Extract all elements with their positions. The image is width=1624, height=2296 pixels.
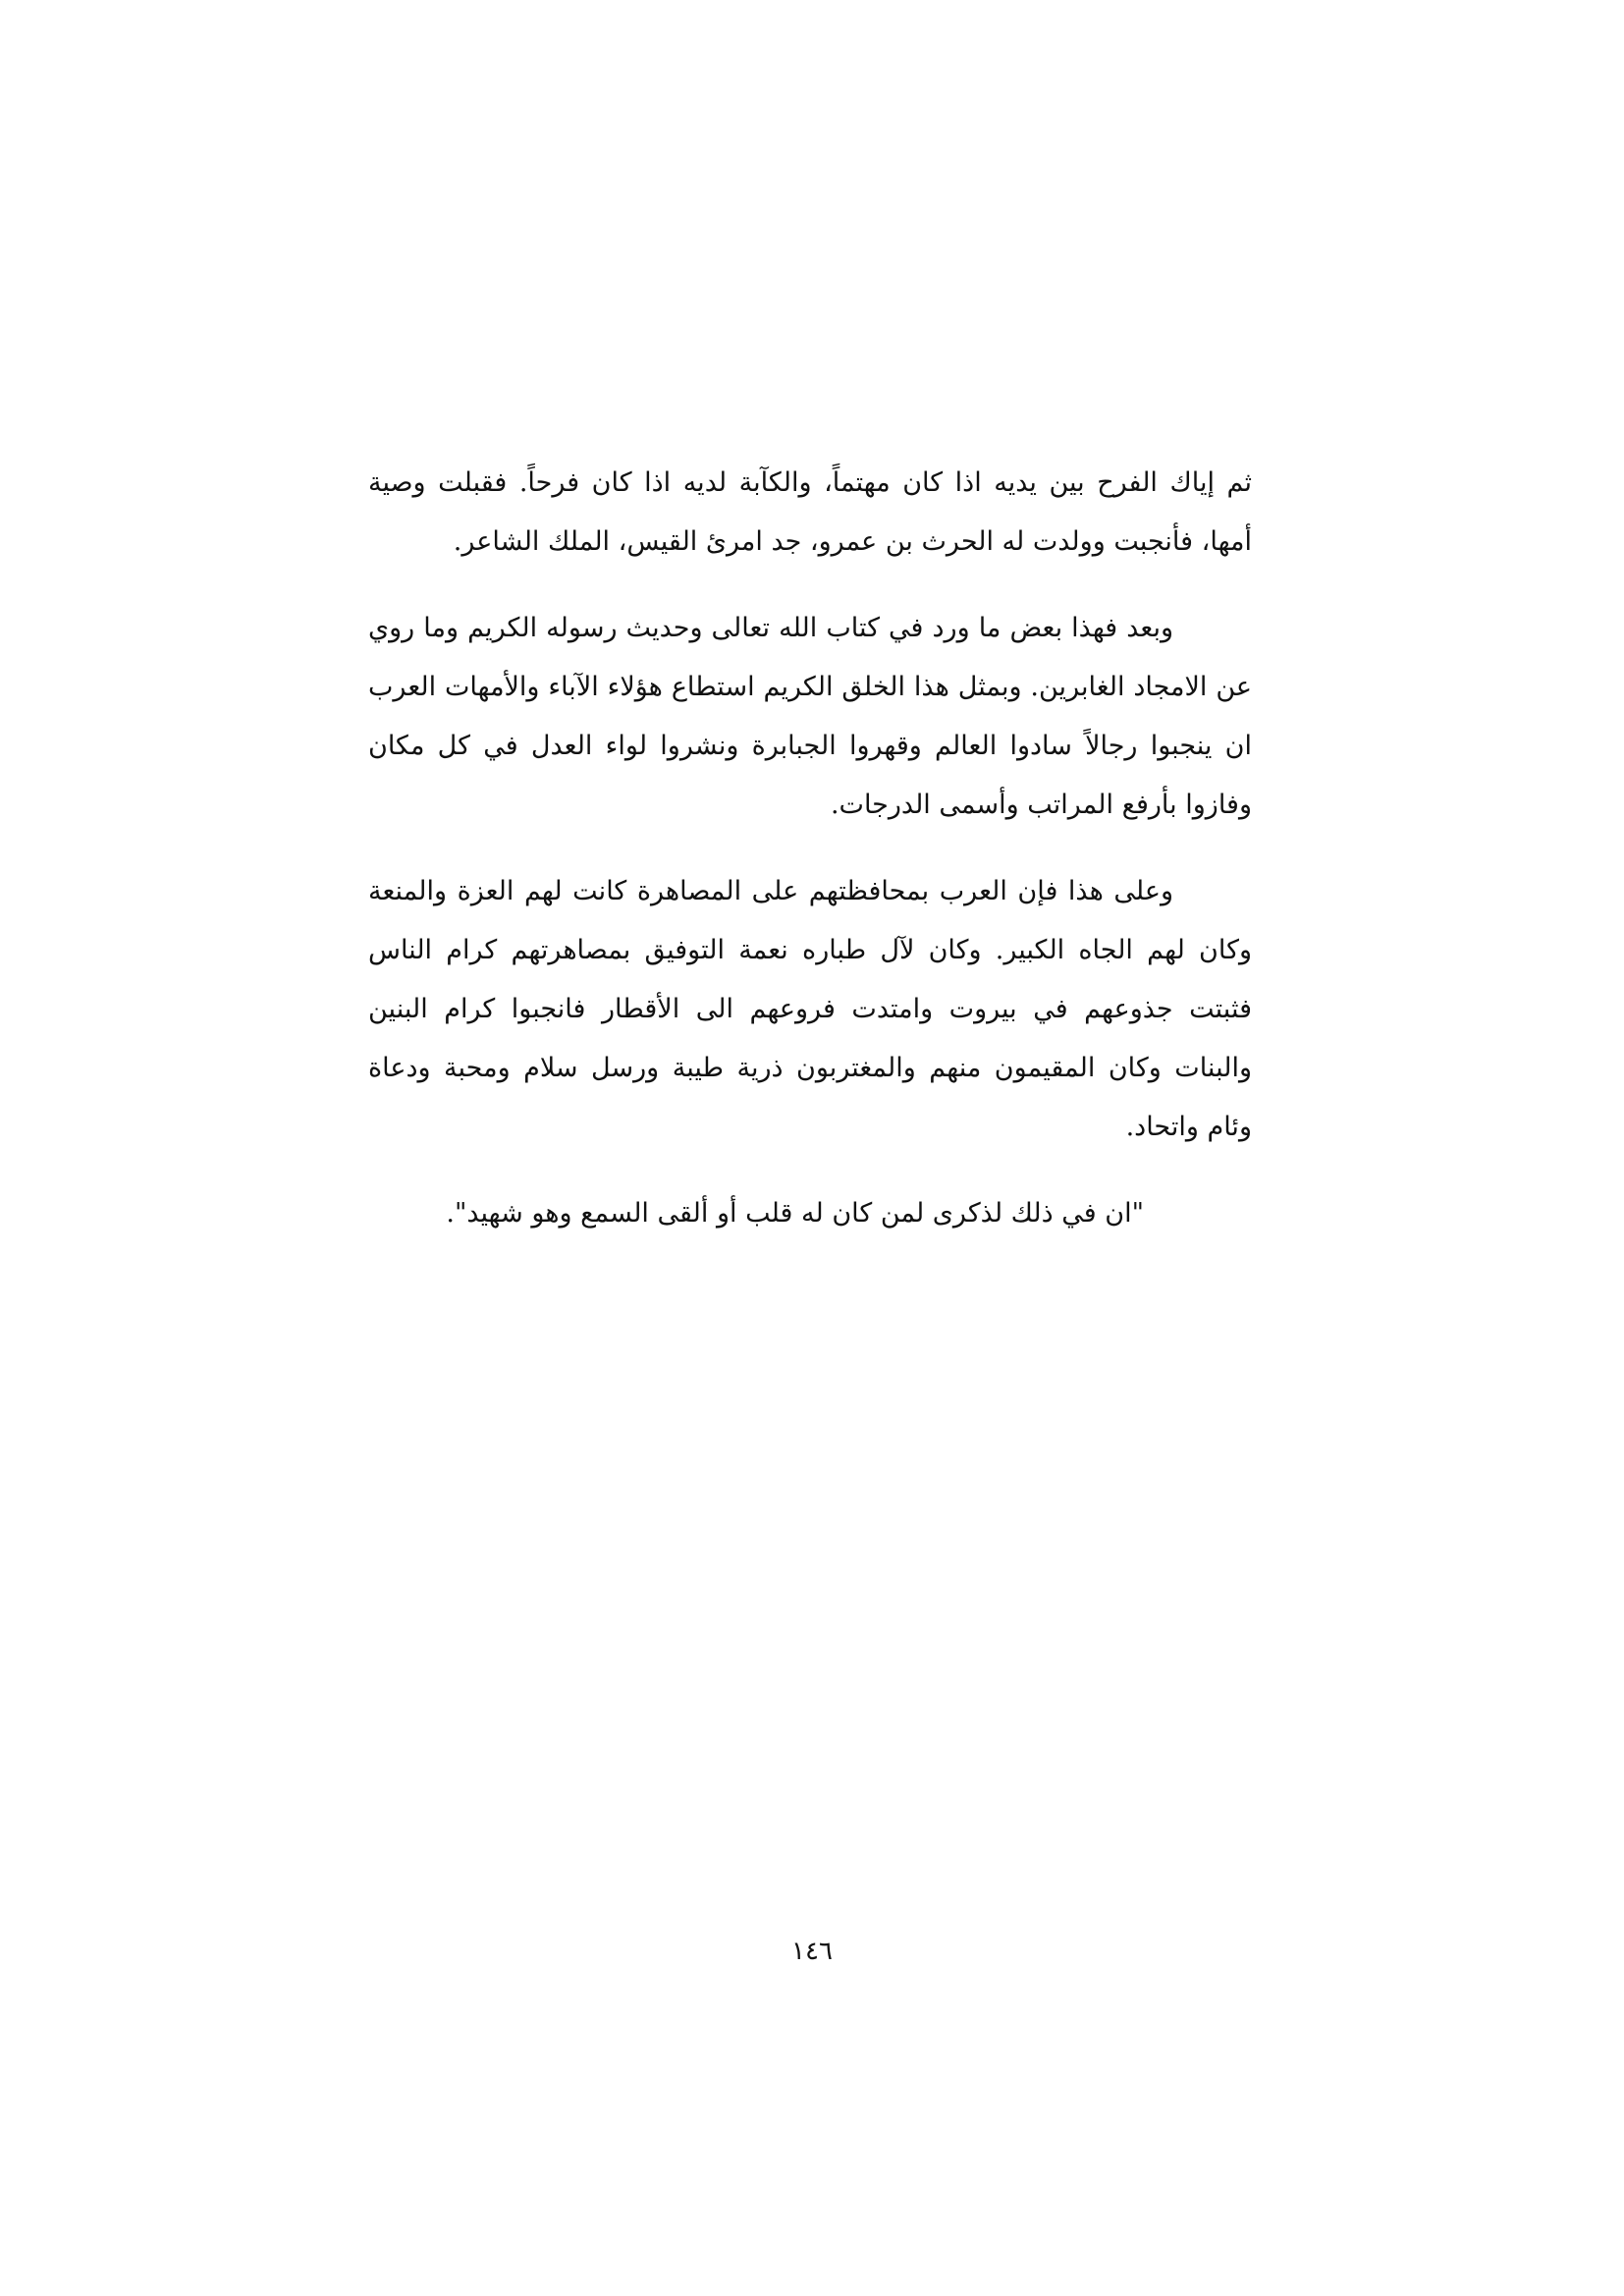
paragraph-3: وعلى هذا فإن العرب بمحافظتهم على المصاهرة كانت لهم العزة والمنعة وكان لهم الجاه الكبير. وكان لآل طباره نعمة التوفيق بمصاهرتهم كرام الناس فثبتت جذوعهم في بيروت وامتدت فروعهم الى الأقطار فانجبوا كرام البنين والبنات وكان المقيمون منهم والمغتربون ذرية طيبة ورسل سلام ومحبة ودعاة وئام واتحاد. — [368, 876, 1252, 1142]
page-number: ١٤٦ — [791, 1937, 833, 1966]
quran-quote: "ان في ذلك لذكرى لمن كان له قلب أو ألقى السمع وهو شهيد". — [446, 1198, 1144, 1229]
paragraph-1: ثم إياك الفرح بين يديه اذا كان مهتماً، والكآبة لديه اذا كان فرحاً. فقبلت وصية أمها، فأنجبت وولدت له الحرث بن عمرو، جد امرئ القيس، الملك الشاعر. — [368, 467, 1252, 557]
body-text — [368, 454, 1252, 1243]
paragraph-2: وبعد فهذا بعض ما ورد في كتاب الله تعالى وحديث رسوله الكريم وما روي عن الامجاد الغابرين. وبمثل هذا الخلق الكريم استطاع هؤلاء الآباء والأمهات العرب ان ينجبوا رجالاً سادوا العالم وقهروا الجبابرة ونشروا لواء العدل في كل مكان وفازوا بأرفع المراتب وأسمى الدرجات. — [368, 613, 1252, 820]
